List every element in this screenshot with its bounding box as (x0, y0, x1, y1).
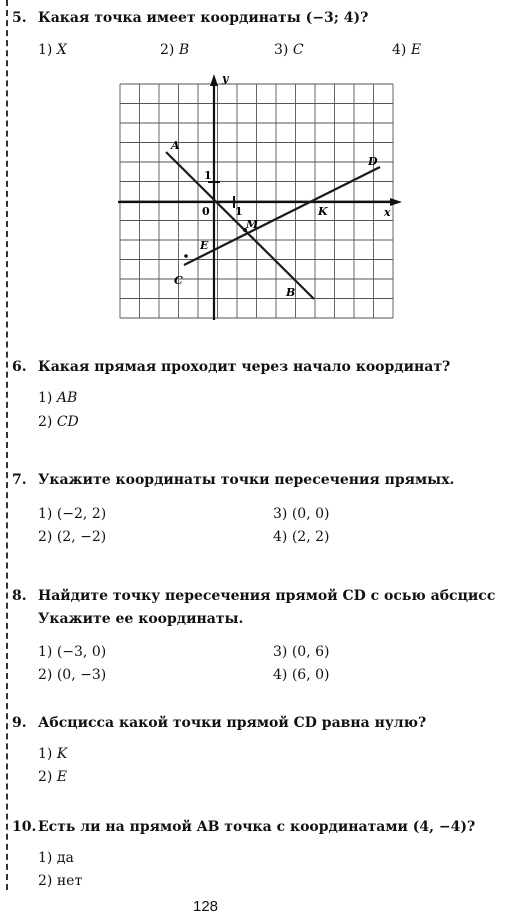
point-d-label: D (368, 155, 378, 168)
question-8-number: 8. (12, 588, 27, 604)
point-e-dot (184, 254, 188, 258)
origin-label: 0 (202, 205, 210, 218)
question-10-number: 10. (12, 819, 37, 835)
q7-option-4[interactable]: 4) (2, 2) (273, 529, 330, 545)
point-e-label: E (200, 239, 209, 252)
q6-option-1[interactable]: 1) AB (38, 390, 78, 406)
question-8 (12, 588, 495, 604)
question-9-number: 9. (12, 715, 27, 731)
point-m-label: M (246, 218, 259, 231)
y-axis-label: y (222, 72, 229, 85)
q7-option-1[interactable]: 1) (−2, 2) (38, 506, 107, 522)
question-7-text: Укажите координаты точки пересечения прямых. (38, 472, 455, 488)
q5-option-3[interactable]: 3) C (274, 42, 304, 58)
q8-option-1[interactable]: 1) (−3, 0) (38, 644, 107, 660)
x-axis-arrow-icon (390, 198, 402, 206)
x-unit-label: 1 (235, 205, 243, 218)
q8-option-3[interactable]: 3) (0, 6) (273, 644, 330, 660)
question-5 (12, 10, 368, 26)
q10-option-2[interactable]: 2) нет (38, 873, 83, 889)
q9-option-2[interactable]: 2) E (38, 769, 68, 785)
question-7 (12, 472, 454, 488)
margin-dashed-line (6, 0, 8, 890)
question-10 (12, 819, 475, 835)
line-ab (166, 152, 314, 299)
q6-option-2[interactable]: 2) CD (38, 414, 79, 430)
point-k-label: K (318, 205, 328, 218)
q7-option-3[interactable]: 3) (0, 0) (273, 506, 330, 522)
y-unit-label: 1 (204, 169, 212, 182)
coordinate-graph (118, 70, 408, 328)
y-axis-arrow-icon (210, 74, 218, 86)
point-c-label: C (174, 274, 183, 287)
q7-option-2[interactable]: 2) (2, −2) (38, 529, 107, 545)
question-8-text: Найдите точку пересечения прямой CD с осью абсцисс (38, 588, 496, 604)
question-6 (12, 359, 450, 375)
question-10-text: Есть ли на прямой AB точка с координатами (4, −4)? (38, 819, 476, 835)
q9-option-1[interactable]: 1) K (38, 746, 68, 762)
x-axis-label: x (384, 206, 391, 219)
q10-option-1[interactable]: 1) да (38, 850, 74, 866)
question-6-number: 6. (12, 359, 27, 375)
page-number: 128 (193, 898, 219, 915)
question-9-text: Абсцисса какой точки прямой CD равна нулю? (38, 715, 427, 731)
q5-option-2[interactable]: 2) B (160, 42, 190, 58)
point-a-label: A (171, 139, 180, 152)
question-6-text: Какая прямая проходит через начало координат? (38, 359, 451, 375)
q8-option-4[interactable]: 4) (6, 0) (273, 667, 330, 683)
question-8-text-line2: Укажите ее координаты. (38, 611, 244, 627)
point-b-label: B (286, 286, 296, 299)
q5-option-4[interactable]: 4) E (392, 42, 422, 58)
graph-axes (118, 74, 402, 320)
question-5-text: Какая точка имеет координаты (−3; 4)? (38, 10, 369, 26)
question-7-number: 7. (12, 472, 27, 488)
question-9 (12, 715, 426, 731)
q5-option-1[interactable]: 1) X (38, 42, 67, 58)
question-5-number: 5. (12, 10, 27, 26)
q8-option-2[interactable]: 2) (0, −3) (38, 667, 107, 683)
